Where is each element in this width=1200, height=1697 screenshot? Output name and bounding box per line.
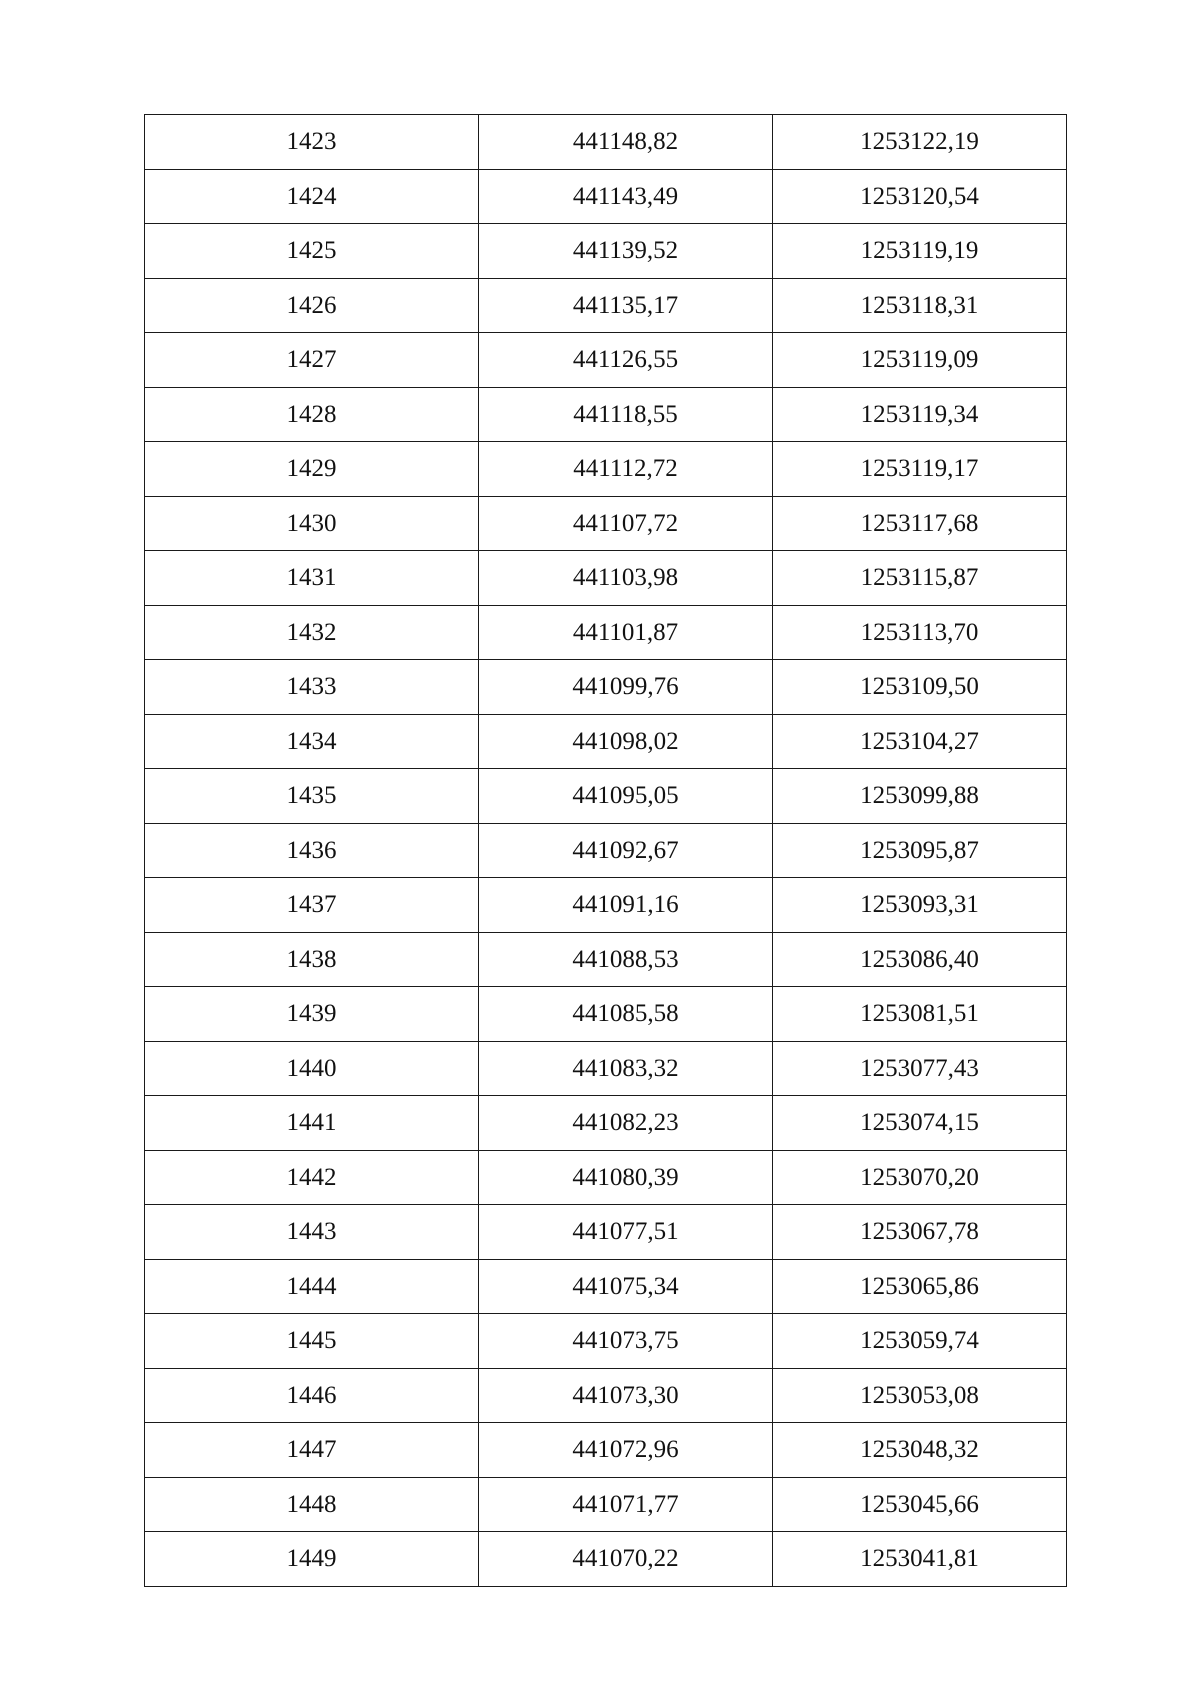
- x-coordinate-cell: 441095,05: [479, 769, 773, 824]
- table-row: [145, 823, 1067, 878]
- x-coordinate-cell: 441103,98: [479, 551, 773, 606]
- point-number-cell: 1441: [145, 1096, 479, 1151]
- y-coordinate-cell: 1253120,54: [773, 169, 1067, 224]
- y-coordinate-cell: 1253104,27: [773, 714, 1067, 769]
- table-row: [145, 769, 1067, 824]
- table-row: [145, 660, 1067, 715]
- x-coordinate-cell: 441077,51: [479, 1205, 773, 1260]
- y-coordinate-cell: 1253053,08: [773, 1368, 1067, 1423]
- table-row: [145, 387, 1067, 442]
- point-number-cell: 1445: [145, 1314, 479, 1369]
- x-coordinate-cell: 441101,87: [479, 605, 773, 660]
- table-row: [145, 333, 1067, 388]
- table-row: [145, 1477, 1067, 1532]
- point-number-cell: 1428: [145, 387, 479, 442]
- point-number-cell: 1438: [145, 932, 479, 987]
- y-coordinate-cell: 1253048,32: [773, 1423, 1067, 1478]
- point-number-cell: 1430: [145, 496, 479, 551]
- y-coordinate-cell: 1253081,51: [773, 987, 1067, 1042]
- table-row: [145, 1423, 1067, 1478]
- x-coordinate-cell: 441080,39: [479, 1150, 773, 1205]
- table-row: [145, 169, 1067, 224]
- y-coordinate-cell: 1253119,17: [773, 442, 1067, 497]
- x-coordinate-cell: 441099,76: [479, 660, 773, 715]
- x-coordinate-cell: 441092,67: [479, 823, 773, 878]
- coordinates-table: [144, 114, 1067, 1587]
- x-coordinate-cell: 441118,55: [479, 387, 773, 442]
- x-coordinate-cell: 441085,58: [479, 987, 773, 1042]
- y-coordinate-cell: 1253041,81: [773, 1532, 1067, 1587]
- point-number-cell: 1429: [145, 442, 479, 497]
- y-coordinate-cell: 1253067,78: [773, 1205, 1067, 1260]
- point-number-cell: 1434: [145, 714, 479, 769]
- x-coordinate-cell: 441073,30: [479, 1368, 773, 1423]
- x-coordinate-cell: 441139,52: [479, 224, 773, 279]
- x-coordinate-cell: 441075,34: [479, 1259, 773, 1314]
- x-coordinate-cell: 441071,77: [479, 1477, 773, 1532]
- table-row: [145, 1205, 1067, 1260]
- point-number-cell: 1444: [145, 1259, 479, 1314]
- table-row: [145, 496, 1067, 551]
- point-number-cell: 1448: [145, 1477, 479, 1532]
- y-coordinate-cell: 1253113,70: [773, 605, 1067, 660]
- x-coordinate-cell: 441070,22: [479, 1532, 773, 1587]
- y-coordinate-cell: 1253099,88: [773, 769, 1067, 824]
- x-coordinate-cell: 441091,16: [479, 878, 773, 933]
- point-number-cell: 1436: [145, 823, 479, 878]
- point-number-cell: 1443: [145, 1205, 479, 1260]
- y-coordinate-cell: 1253115,87: [773, 551, 1067, 606]
- x-coordinate-cell: 441112,72: [479, 442, 773, 497]
- table-row: [145, 1368, 1067, 1423]
- table-row: [145, 115, 1067, 170]
- y-coordinate-cell: 1253117,68: [773, 496, 1067, 551]
- point-number-cell: 1423: [145, 115, 479, 170]
- point-number-cell: 1437: [145, 878, 479, 933]
- y-coordinate-cell: 1253093,31: [773, 878, 1067, 933]
- point-number-cell: 1431: [145, 551, 479, 606]
- table-row: [145, 551, 1067, 606]
- x-coordinate-cell: 441073,75: [479, 1314, 773, 1369]
- table-row: [145, 1096, 1067, 1151]
- x-coordinate-cell: 441107,72: [479, 496, 773, 551]
- point-number-cell: 1449: [145, 1532, 479, 1587]
- point-number-cell: 1433: [145, 660, 479, 715]
- y-coordinate-cell: 1253119,09: [773, 333, 1067, 388]
- x-coordinate-cell: 441126,55: [479, 333, 773, 388]
- table-row: [145, 1150, 1067, 1205]
- x-coordinate-cell: 441143,49: [479, 169, 773, 224]
- y-coordinate-cell: 1253074,15: [773, 1096, 1067, 1151]
- x-coordinate-cell: 441135,17: [479, 278, 773, 333]
- y-coordinate-cell: 1253118,31: [773, 278, 1067, 333]
- x-coordinate-cell: 441088,53: [479, 932, 773, 987]
- y-coordinate-cell: 1253109,50: [773, 660, 1067, 715]
- point-number-cell: 1424: [145, 169, 479, 224]
- table-row: [145, 442, 1067, 497]
- x-coordinate-cell: 441072,96: [479, 1423, 773, 1478]
- y-coordinate-cell: 1253119,34: [773, 387, 1067, 442]
- table-row: [145, 605, 1067, 660]
- x-coordinate-cell: 441083,32: [479, 1041, 773, 1096]
- table-row: [145, 714, 1067, 769]
- table-row: [145, 878, 1067, 933]
- y-coordinate-cell: 1253077,43: [773, 1041, 1067, 1096]
- y-coordinate-cell: 1253070,20: [773, 1150, 1067, 1205]
- y-coordinate-cell: 1253095,87: [773, 823, 1067, 878]
- point-number-cell: 1435: [145, 769, 479, 824]
- x-coordinate-cell: 441098,02: [479, 714, 773, 769]
- x-coordinate-cell: 441082,23: [479, 1096, 773, 1151]
- y-coordinate-cell: 1253045,66: [773, 1477, 1067, 1532]
- table-row: [145, 932, 1067, 987]
- point-number-cell: 1426: [145, 278, 479, 333]
- y-coordinate-cell: 1253086,40: [773, 932, 1067, 987]
- coordinates-table-body: [145, 115, 1067, 1587]
- point-number-cell: 1439: [145, 987, 479, 1042]
- y-coordinate-cell: 1253122,19: [773, 115, 1067, 170]
- point-number-cell: 1442: [145, 1150, 479, 1205]
- table-row: [145, 278, 1067, 333]
- table-row: [145, 224, 1067, 279]
- table-row: [145, 1259, 1067, 1314]
- table-row: [145, 987, 1067, 1042]
- point-number-cell: 1425: [145, 224, 479, 279]
- x-coordinate-cell: 441148,82: [479, 115, 773, 170]
- table-row: [145, 1041, 1067, 1096]
- point-number-cell: 1447: [145, 1423, 479, 1478]
- table-row: [145, 1314, 1067, 1369]
- point-number-cell: 1432: [145, 605, 479, 660]
- y-coordinate-cell: 1253065,86: [773, 1259, 1067, 1314]
- point-number-cell: 1440: [145, 1041, 479, 1096]
- point-number-cell: 1427: [145, 333, 479, 388]
- table-row: [145, 1532, 1067, 1587]
- y-coordinate-cell: 1253059,74: [773, 1314, 1067, 1369]
- point-number-cell: 1446: [145, 1368, 479, 1423]
- y-coordinate-cell: 1253119,19: [773, 224, 1067, 279]
